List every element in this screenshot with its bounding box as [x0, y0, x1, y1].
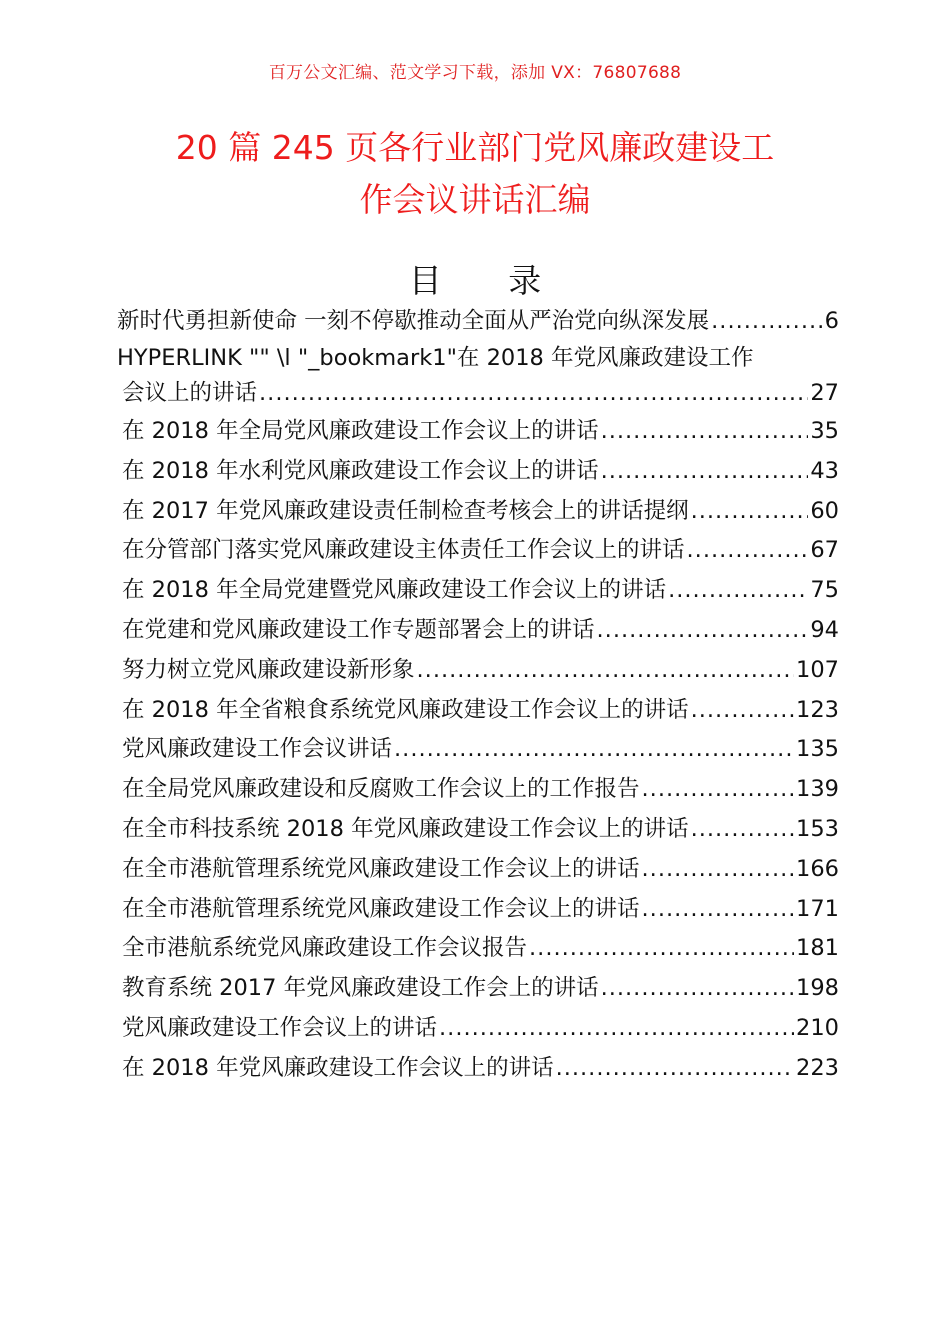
toc-leader-dots — [691, 691, 794, 731]
toc-entry[interactable] — [117, 770, 839, 810]
toc-entry-page: 35 — [810, 418, 839, 444]
toc-entry-page: 60 — [810, 497, 839, 524]
toc-entry[interactable] — [117, 412, 839, 452]
table-of-contents — [117, 302, 839, 1089]
toc-entry[interactable] — [117, 531, 839, 571]
toc-entry-title: 在 2018 年全省粮食系统党风廉政建设工作会议上的讲话 — [122, 696, 689, 723]
toc-leader-dots — [601, 452, 809, 492]
toc-leader-dots — [417, 651, 795, 691]
toc-entry-page: 223 — [796, 1054, 839, 1081]
toc-leader-dots — [642, 850, 795, 890]
toc-entry-page: 139 — [796, 776, 839, 803]
toc-entry-title: 在全市港航管理系统党风廉政建设工作会议上的讲话 — [122, 895, 640, 922]
toc-entry-title: 在 2018 年党风廉政建设工作会议上的讲话 — [122, 1054, 554, 1081]
toc-leader-dots — [601, 412, 809, 452]
toc-leader-dots — [687, 531, 809, 571]
toc-entry-page: 75 — [810, 577, 839, 604]
toc-entry-page: 153 — [796, 815, 839, 842]
toc-entry-title: 新时代勇担新使命 一刻不停歇推动全面从严治党向纵深发展 — [117, 308, 710, 334]
toc-entry[interactable] — [117, 571, 839, 611]
toc-entry[interactable] — [117, 929, 839, 969]
toc-entry[interactable] — [117, 810, 839, 850]
toc-leader-dots — [597, 611, 809, 651]
toc-entry-title: 在分管部门落实党风廉政建设主体责任工作会议上的讲话 — [122, 537, 685, 564]
toc-entry-page: 27 — [810, 380, 839, 406]
toc-entry-title: 教育系统 2017 年党风廉政建设工作会上的讲话 — [122, 975, 599, 1002]
toc-leader-dots — [601, 969, 794, 1009]
toc-entry[interactable] — [117, 969, 839, 1009]
toc-leader-dots — [691, 492, 809, 532]
toc-heading: 目 录 — [408, 261, 570, 300]
toc-entry[interactable] — [117, 890, 839, 930]
toc-entry-title: 在 2018 年水利党风廉政建设工作会议上的讲话 — [122, 457, 599, 484]
toc-leader-dots — [529, 929, 794, 969]
toc-leader-dots — [691, 810, 794, 850]
header-note: 百万公文汇编、范文学习下载，添加 VX：76807688 — [268, 63, 682, 83]
toc-entry[interactable] — [117, 342, 839, 412]
toc-entry[interactable] — [117, 492, 839, 532]
toc-entry-title-continued: 会议上的讲话 — [122, 380, 258, 406]
toc-entry[interactable] — [117, 452, 839, 492]
toc-entry[interactable] — [117, 302, 839, 342]
toc-entry-title: 在全局党风廉政建设和反腐败工作会议上的工作报告 — [122, 776, 640, 803]
toc-leader-dots — [642, 770, 795, 810]
toc-leader-dots — [642, 890, 795, 930]
document-title — [120, 122, 830, 226]
toc-entry-page: 123 — [796, 696, 839, 723]
toc-entry-page: 43 — [810, 457, 839, 484]
toc-entry-page: 198 — [796, 975, 839, 1002]
toc-leader-dots — [668, 571, 808, 611]
toc-entry-title: 努力树立党风廉政建设新形象 — [122, 656, 415, 683]
toc-leader-dots — [711, 302, 823, 342]
toc-leader-dots — [556, 1049, 794, 1089]
toc-entry-page: 107 — [796, 656, 839, 683]
toc-entry-title: 在党建和党风廉政建设工作专题部署会上的讲话 — [122, 616, 595, 643]
toc-entry[interactable] — [117, 1049, 839, 1089]
toc-entry[interactable] — [117, 611, 839, 651]
toc-leader-dots — [439, 1009, 794, 1049]
toc-entry-title: 党风廉政建设工作会议讲话 — [122, 736, 393, 763]
toc-entry-page: 135 — [796, 736, 839, 763]
toc-leader-dots — [394, 730, 794, 770]
toc-entry-page: 67 — [810, 537, 839, 564]
toc-entry-title: 在 2017 年党风廉政建设责任制检查考核会上的讲话提纲 — [122, 497, 689, 524]
toc-entry-page: 210 — [796, 1014, 839, 1041]
toc-entry-title: 在全市港航管理系统党风廉政建设工作会议上的讲话 — [122, 855, 640, 882]
toc-entry-title: 在全市科技系统 2018 年党风廉政建设工作会议上的讲话 — [122, 815, 689, 842]
toc-entry[interactable] — [117, 850, 839, 890]
toc-entry-page: 166 — [796, 855, 839, 882]
toc-entry-page: 6 — [824, 308, 839, 334]
toc-entry-title: HYPERLINK "" \l "_bookmark1"在 2018 年党风廉政建设工作 — [117, 345, 754, 371]
toc-entry-title: 在 2018 年全局党建暨党风廉政建设工作会议上的讲话 — [122, 577, 667, 604]
toc-entry[interactable] — [117, 1009, 839, 1049]
toc-entry-page: 181 — [796, 935, 839, 962]
toc-entry-title: 在 2018 年全局党风廉政建设工作会议上的讲话 — [122, 418, 599, 444]
toc-entry[interactable] — [117, 651, 839, 691]
title-line-2: 作会议讲话汇编 — [359, 180, 591, 219]
toc-entry[interactable] — [117, 730, 839, 770]
toc-entry-title: 全市港航系统党风廉政建设工作会议报告 — [122, 935, 528, 962]
title-line-1: 20 篇 245 页各行业部门党风廉政建设工 — [175, 128, 775, 167]
toc-leader-dots — [259, 374, 808, 412]
toc-entry-page: 171 — [796, 895, 839, 922]
toc-entry-page: 94 — [810, 616, 839, 643]
toc-entry-title: 党风廉政建设工作会议上的讲话 — [122, 1014, 438, 1041]
toc-entry[interactable] — [117, 691, 839, 731]
